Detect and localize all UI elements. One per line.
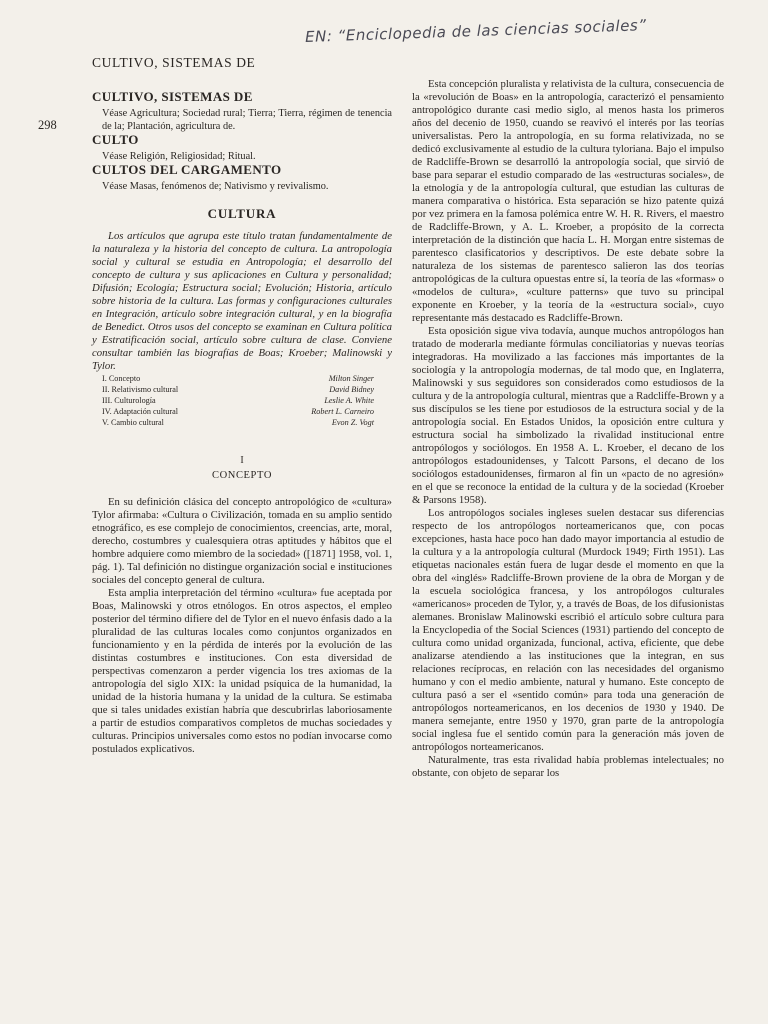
- body-paragraph: Esta concepción pluralista y relativista de la cultura, consecuencia de la «revolución de Boas» en la antropología, caracterizó el pensamiento antropológico durante casi medio siglo, al menos hasta los primeros años del decenio de 1950, cuando se reavivó el interés por las teorías universalistas. Pero la antropología, en su forma relativizada, no se dedicó exclusivamente al estudio de la cultura tyloriana. Bajo el impulso de Radcliffe-Brown se desarrolló la antropología social, que sirvió de base para separar el estudio comparado de las «estructuras sociales», de la etnología y de la antropología cultural, que estudian las culturas de manera comparativa o histórica. Esta separación se hizo patente quizá por vez primera en la famosa polémica entre W. H. R. Rivers, el maestro de Radcliffe-Brown, y A. L. Kroeber, a propósito de la correcta interpretación de la distinción que hacía L. H. Morgan entre sistemas de parentesco clasificatorios y descriptivos. De este debate sobre la naturaleza de los sistemas de parentesco salieron las dos teorías antropológicas de la cultura opuestas entre sí, la teoría de las «formas» o «modelos de cultura», «culture patterns» que tuvo su principal exponente en Kroeber, y la teoría de la «estructura social», cuyo representante más destacado es Radcliffe-Brown.: [412, 78, 724, 324]
- body-paragraph: Los antropólogos sociales ingleses suelen destacar sus diferencias respecto de los antropólogos norteamericanos que, con pocas excepciones, hasta hace poco han dado mayor importancia al estudio de la cultura y a la antropología cultural (Murdock 1949; Firth 1951). Las etiquetas nacionales están fuera de lugar desde el momento en que la obra del «inglés» Radcliffe-Brown proviene de la obra de Morgan y de la escuela sociológica francesa, y los antropólogos culturales «americanos» proceden de Tylor, y, a través de Boas, de los difusionistas alemanes. Bronislaw Malinowski escribió el artículo sobre cultura para la Encyclopedia of the Social Sciences (1931) partiendo del concepto de cultura como unidad organizada, funcional, activa, eficiente, que debe analizarse atendiendo a las instituciones que la integran, en sus relaciones recíprocas, en relación con las necesidades del organismo humano y con el medio ambiente, natural y humano. Este concepto de cultura pasó a ser el «sentido común» para toda una generación de antropólogos norteamericanos, en los decenios de 1930 y 1940. De manera semejante, entre 1950 y 1970, gran parte de la antropología social inglesa fue el sentido común para la generación más joven de antropólogos norteamericanos.: [412, 507, 724, 753]
- toc-row: [102, 406, 374, 417]
- toc-item: II. Relativismo cultural: [102, 385, 179, 394]
- body-paragraph: Esta oposición sigue viva todavía, aunque muchos antropólogos han tratado de moderarla mediante fórmulas conciliatorias y nuevas teorías integradoras. Ha movilizado a las facciones más importantes de la sociología y la antropología modernas, de tal modo que, en Inglaterra, Malinowski y sus seguidores son considerados como estudiosos de la cultura y de la antropología cultural, mientras que a Radcliffe-Brown y a sus discípulos se les tiene por estudiosos de la estructura social y de la antropología social. En Estados Unidos, la oposición entre cultura y estructura social ha simbolizado la rivalidad institucional entre antropólogos y sociólogos. En 1958 A. L. Kroeber, el decano de los antropólogos estadounidenses, y Talcott Parsons, el decano de los sociólogos estadounidenses, firmaron al fin un «pacto de no agresión» en el que se reconoce la entidad de la cultura y de la sociedad (Kroeber & Parsons 1958).: [412, 325, 724, 506]
- right-column: [412, 78, 724, 780]
- toc-item: IV. Adaptación cultural: [102, 407, 179, 416]
- handwritten-annotation: EN: “Enciclopedia de las ciencias sociales”: [304, 16, 647, 46]
- article-toc: [102, 373, 374, 428]
- running-head: CULTIVO, SISTEMAS DE: [92, 55, 256, 70]
- section-title: CONCEPTO: [211, 470, 273, 481]
- page-number: 298: [38, 118, 57, 132]
- toc-item: III. Culturología: [102, 396, 156, 405]
- toc-item: V. Cambio cultural: [102, 418, 164, 427]
- article-title: CULTURA: [207, 206, 277, 221]
- toc-author: Milton Singer: [328, 374, 374, 383]
- toc-row: [102, 395, 374, 406]
- toc-author: Robert L. Carneiro: [311, 407, 374, 416]
- toc-author: David Bidney: [329, 385, 374, 394]
- body-paragraph: Naturalmente, tras esta rivalidad había problemas intelectuales; no obstante, con objeto de separar los: [412, 754, 724, 779]
- entry-reference: Véase Religión, Religiosidad; Ritual.: [102, 151, 256, 162]
- entry-reference: Véase Masas, fenómenos de; Nativismo y revivalismo.: [102, 181, 329, 192]
- toc-author: Leslie A. White: [324, 396, 374, 405]
- entry-title: CULTOS DEL CARGAMENTO: [92, 162, 282, 177]
- toc-row: [102, 384, 374, 395]
- entry: [92, 90, 392, 133]
- section-number: I: [240, 455, 244, 466]
- entry: [92, 163, 392, 193]
- left-column: [92, 90, 392, 756]
- entry-title: CULTIVO, SISTEMAS DE: [92, 89, 253, 104]
- toc-author: Evon Z. Vogt: [331, 418, 374, 427]
- toc-row: [102, 417, 374, 428]
- toc-item: I. Concepto: [102, 374, 141, 383]
- entry-title: CULTO: [92, 132, 139, 147]
- article-intro: Los artículos que agrupa este título tratan fundamentalmente de la naturaleza y la historia del concepto de cultura. La antropología social y cultural se estudia en Antropología; el desarrollo del concepto de cultura y sus aplicaciones en Cultura y personalidad; Difusión; Ecología; Estructura social; Evolución; Historia, artículo sobre historia de la cultura. Las formas y configuraciones culturales en Integración, artículo sobre integración cultural, y en la biografía de Benedict. Otros usos del concepto se examinan en Cultura política y Estratificación social, artículo sobre cultura de clase. Conviene consultar también las biografías de Boas; Kroeber; Malinowski y Tylor.: [92, 230, 392, 372]
- entry: [92, 133, 392, 163]
- body-paragraph: En su definición clásica del concepto antropológico de «cultura» Tylor afirmaba: «Cultura o Civilización, tomada en su amplio sentido etnográfico, es ese complejo de conocimientos, creencias, arte, moral, derecho, costumbres y cualesquiera otras aptitudes y hábitos que el hombre adquiere como miembro de la sociedad» ([1871] 1958, vol. 1, pág. 1). Tal definición no distingue organización social e instituciones sociales del concepto general de cultura.: [92, 496, 392, 586]
- toc-row: [102, 373, 374, 384]
- body-paragraph: Esta amplia interpretación del término «cultura» fue aceptada por Boas, Malinowski y otros etnólogos. En otros aspectos, el empleo posterior del término difiere del de Tylor en el nuevo énfasis dado a la pluralidad de las culturas locales como conjuntos organizados en funcionamiento y en la pérdida de interés por la evolución de las distintas costumbres e instituciones. Con esta diversidad de perspectivas comenzaron a perder vigencia los tres axiomas de la antropología del siglo XIX: la unidad psíquica de la humanidad, la unidad de la historia humana y la unidad de la cultura. Se estimaba que si tales unidades existían habría que descubrirlas laboriosamente a partir de estudios comparativos completos de muchas sociedades y culturas. Principios universales como estos no podían invocarse como postulados explicativos.: [92, 587, 392, 755]
- entry-reference: Véase Agricultura; Sociedad rural; Tierra; Tierra, régimen de tenencia de la; Plantación, agricultura de.: [102, 108, 392, 132]
